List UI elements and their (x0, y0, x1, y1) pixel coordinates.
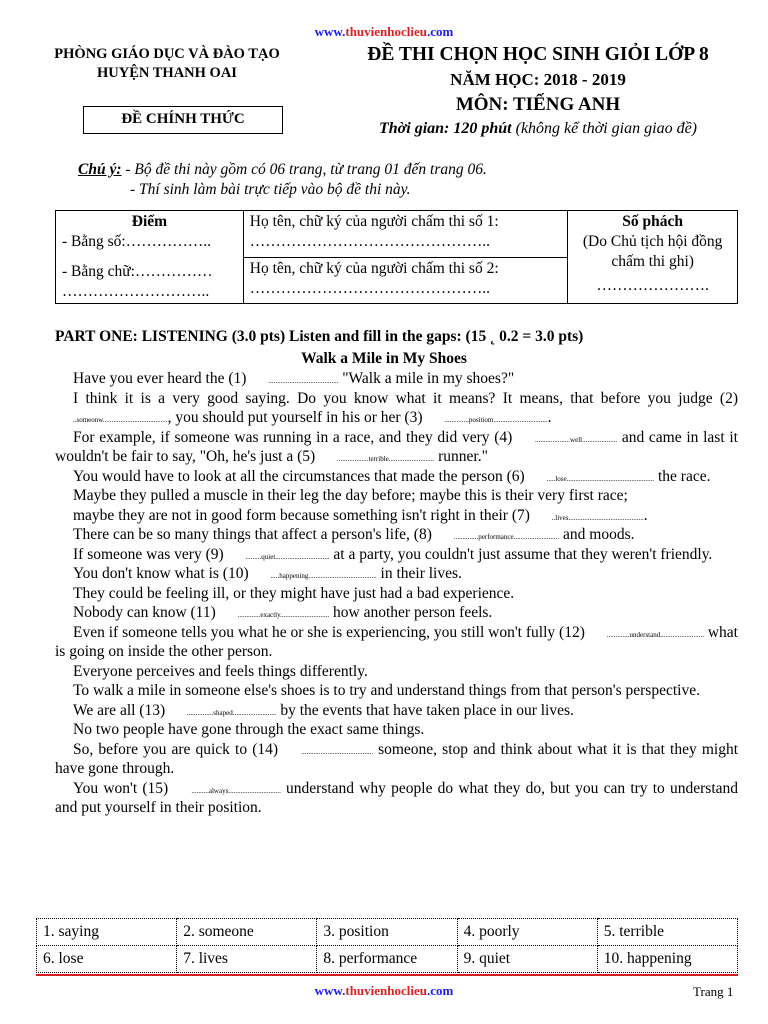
examiner-1-label: Họ tên, chữ ký của người chấm thi số 1: (249, 213, 499, 230)
gap-6[interactable]: .....lose.................................................. (546, 474, 655, 483)
gap-10[interactable]: .....happening....................................... (270, 572, 377, 580)
gap-3[interactable]: ..............positiom............................... (444, 416, 548, 424)
word-row (37, 946, 738, 973)
passage-line: There can be so many things that affect a person's life, (8) ..............performance.......................... and moods. (73, 526, 635, 543)
part-one-heading: PART ONE: LISTENING (3.0 pts) Listen and fill in the gaps: (15 ˛ 0.2 = 3.0 pts) (55, 328, 584, 345)
note-label: Chú ý: (78, 161, 122, 178)
score-number: - Bằng số:…………….. (62, 233, 211, 250)
district-name: HUYỆN THANH OAI (97, 65, 237, 81)
note-line-2: - Thí sinh làm bài trực tiếp vào bộ đề thi này. (130, 181, 411, 198)
word-option: 2. someone (177, 919, 317, 946)
gap-15[interactable]: ..........always.............................. (191, 786, 281, 795)
gap-5[interactable]: ..................terrible.......................... (337, 455, 435, 463)
passage (55, 369, 738, 818)
word-option: 1. saying (37, 919, 177, 946)
header-right (318, 42, 758, 140)
word-option: 6. lose (37, 946, 177, 973)
passage-line: Maybe they pulled a muscle in their leg the day before; maybe this is their very first race; (73, 487, 628, 504)
passage-line: You would have to look at all the circumstances that made the person (6) .....lose.................................................. the race. (73, 467, 711, 485)
exam-title: ĐỀ THI CHỌN HỌC SINH GIỎI LỚP 8 (367, 44, 709, 65)
passage-line: maybe they are not in good form because something isn't right in their (7) ..lives............................................ (73, 506, 648, 524)
passage-line: Even if someone tells you what he or she is experiencing, you still won't fully (12) .............understand......................... what is going on inside the other person. (55, 623, 738, 660)
passage-line: I think it is a very good saying. Do you know what it means? It means, that before you judge (2) ..someonw....................................., you should put yourself in his or her (3) ..............positiom................................ (55, 389, 738, 428)
passage-line: If someone was very (9) .........quiet............................... at a party, you couldn't just assume that they weren't friendly. (73, 545, 713, 563)
site-link-top[interactable]: www.thuvienhoclieu.com (314, 24, 454, 39)
header-left (22, 45, 312, 83)
footer-divider (36, 974, 738, 976)
score-heading: Điểm (131, 213, 168, 230)
page-number: Trang 1 (693, 984, 734, 999)
passage-line: You don't know what is (10) .....happening....................................... in their lives. (73, 565, 462, 582)
gap-2[interactable]: ..someonw..................................... (73, 416, 168, 424)
gap-7[interactable]: ..lives........................................... (551, 513, 644, 522)
examiner-2-cell (243, 257, 568, 304)
so-phach-dots: …………………. (596, 277, 709, 294)
score-cell (56, 211, 244, 304)
gap-1[interactable]: ........................................ (268, 377, 339, 385)
site-link-bottom[interactable]: www.thuvienhoclieu.com (314, 983, 454, 998)
examiner-1-dots: ……………………………………….. (249, 233, 491, 250)
examiner-2-label: Họ tên, chữ ký của người chấm thi số 2: (249, 259, 499, 277)
gap-14[interactable]: ......................................... (301, 747, 373, 756)
exam-note (78, 160, 487, 200)
passage-line: They could be feeling ill, or they might have just had a bad experience. (73, 584, 515, 602)
passage-line: You won't (15) ..........always.............................. understand why people do what they do, but you can try to understand and put yourself in their position. (55, 779, 739, 816)
passage-line: Have you ever heard the (1) ........................................ "Walk a mile in my shoes?" (73, 370, 515, 387)
gap-11[interactable]: .............exactly............................ (237, 611, 330, 619)
word-option: 3. position (317, 919, 457, 946)
word-option: 10. happening (597, 946, 737, 973)
examiner-1-cell (243, 211, 568, 258)
passage-line: To walk a mile in someone else's shoes is to try and understand things from that person's perspective. (73, 682, 700, 699)
exam-time: Thời gian: 120 phút (không kể thời gian giao đề) (378, 120, 697, 137)
word-option: 5. terrible (597, 919, 737, 946)
gap-8[interactable]: ..............performance.......................... (453, 533, 560, 541)
word-option: 9. quiet (457, 946, 597, 973)
word-box (36, 918, 738, 973)
gap-13[interactable]: ...............shaped......................... (187, 708, 277, 717)
so-phach-heading: Số phách (622, 213, 684, 230)
word-option: 7. lives (177, 946, 317, 973)
subject: MÔN: TIẾNG ANH (455, 94, 621, 115)
gap-12[interactable]: .............understand......................... (606, 630, 704, 639)
department-name: PHÒNG GIÁO DỤC VÀ ĐÀO TẠO (54, 46, 280, 62)
passage-line: For example, if someone was running in a race, and they did very (4) ....................well.................... and came in last it wouldn't be fair to say, "Oh, he's just a (5) ..................terrible.......................... runner." (55, 428, 738, 465)
school-year: NĂM HỌC: 2018 - 2019 (450, 70, 626, 89)
score-table (55, 210, 738, 304)
so-phach-note: (Do Chủ tịch hội đồng chấm thi ghi) (582, 233, 723, 270)
so-phach-cell (568, 211, 738, 304)
word-option: 8. performance (317, 946, 457, 973)
passage-line: Nobody can know (11) .............exactly............................ how another person feels. (73, 604, 493, 621)
score-words-dots: ……………………….. (62, 283, 210, 300)
official-stamp: ĐỀ CHÍNH THỨC (83, 106, 283, 134)
passage-line: No two people have gone through the exact same things. (73, 721, 425, 738)
word-row (37, 919, 738, 946)
passage-title: Walk a Mile in My Shoes (301, 350, 467, 367)
note-line-1: - Bộ đề thi này gồm có 06 trang, từ trang 01 đến trang 06. (121, 161, 487, 178)
examiner-2-dots: ……………………………………….. (249, 279, 491, 297)
score-words: - Bằng chữ:…………… (62, 263, 213, 280)
passage-line: We are all (13) ...............shaped......................... by the events that have taken place in our lives. (73, 701, 574, 719)
gap-4[interactable]: ....................well.................... (535, 435, 618, 444)
gap-9[interactable]: .........quiet............................... (245, 552, 330, 561)
passage-line: So, before you are quick to (14) ......................................... someone, stop and think about what it is that they might have gone through. (55, 740, 738, 777)
word-option: 4. poorly (457, 919, 597, 946)
passage-line: Everyone perceives and feels things differently. (73, 662, 368, 680)
